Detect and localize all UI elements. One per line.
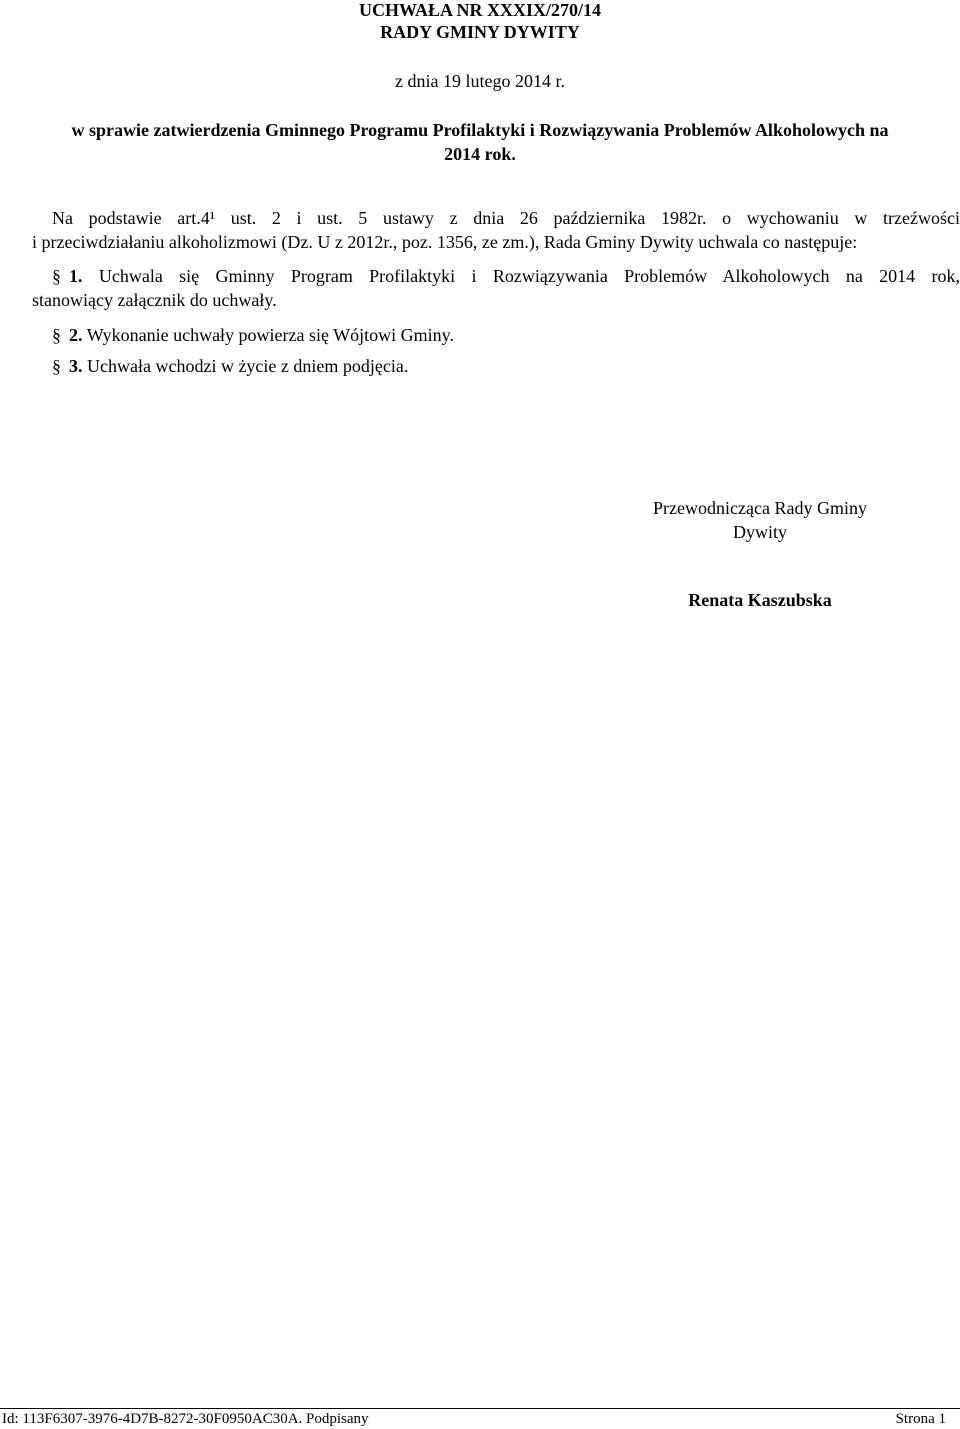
resolution-date: z dnia 19 lutego 2014 r. bbox=[395, 71, 565, 91]
legal-basis-line-2: i przeciwdziałaniu alkoholizmowi (Dz. U z 2012r., poz. 1356, ze zm.), Rada Gminy Dywity uchwala co następuje: bbox=[32, 232, 858, 252]
section-1 bbox=[52, 266, 960, 287]
signatory-role: Przewodnicząca Rady Gminy bbox=[653, 498, 867, 518]
section-3 bbox=[52, 356, 408, 377]
page-number: Strona 1 bbox=[895, 1411, 946, 1427]
section-number: 3. bbox=[69, 356, 83, 376]
section-mark: § bbox=[52, 266, 61, 286]
section-number: 1. bbox=[69, 266, 83, 286]
section-text: Uchwala się Gminny Program Profilaktyki i Rozwiązywania Problemów Alkoholowych na 2014 rok, bbox=[98, 266, 960, 286]
council-name: RADY GMINY DYWITY bbox=[380, 22, 580, 42]
section-1-continuation: stanowiący załącznik do uchwały. bbox=[32, 290, 277, 310]
resolution-title: UCHWAŁA NR XXXIX/270/14 bbox=[358, 0, 601, 20]
section-2 bbox=[52, 325, 454, 346]
signatory-role-municipality: Dywity bbox=[733, 522, 787, 542]
section-number: 2. bbox=[69, 325, 83, 345]
section-text: Wykonanie uchwały powierza się Wójtowi Gminy. bbox=[86, 325, 455, 345]
signatory-name: Renata Kaszubska bbox=[688, 590, 832, 610]
resolution-subject-line-2: 2014 rok. bbox=[444, 144, 516, 164]
section-mark: § bbox=[52, 356, 61, 376]
document-id: Id: 113F6307-3976-4D7B-8272-30F0950AC30A. Podpisany bbox=[2, 1411, 369, 1427]
legal-basis-line-1: Na podstawie art.4¹ ust. 2 i ust. 5 ustawy z dnia 26 października 1982r. o wychowaniu w trzeźwości bbox=[52, 208, 960, 228]
document-footer bbox=[0, 1408, 960, 1429]
section-mark: § bbox=[52, 325, 61, 345]
resolution-subject-line-1: w sprawie zatwierdzenia Gminnego Programu Profilaktyki i Rozwiązywania Problemów Alkoholowych na bbox=[71, 120, 889, 140]
section-text: Uchwała wchodzi w życie z dniem podjęcia. bbox=[87, 356, 409, 376]
